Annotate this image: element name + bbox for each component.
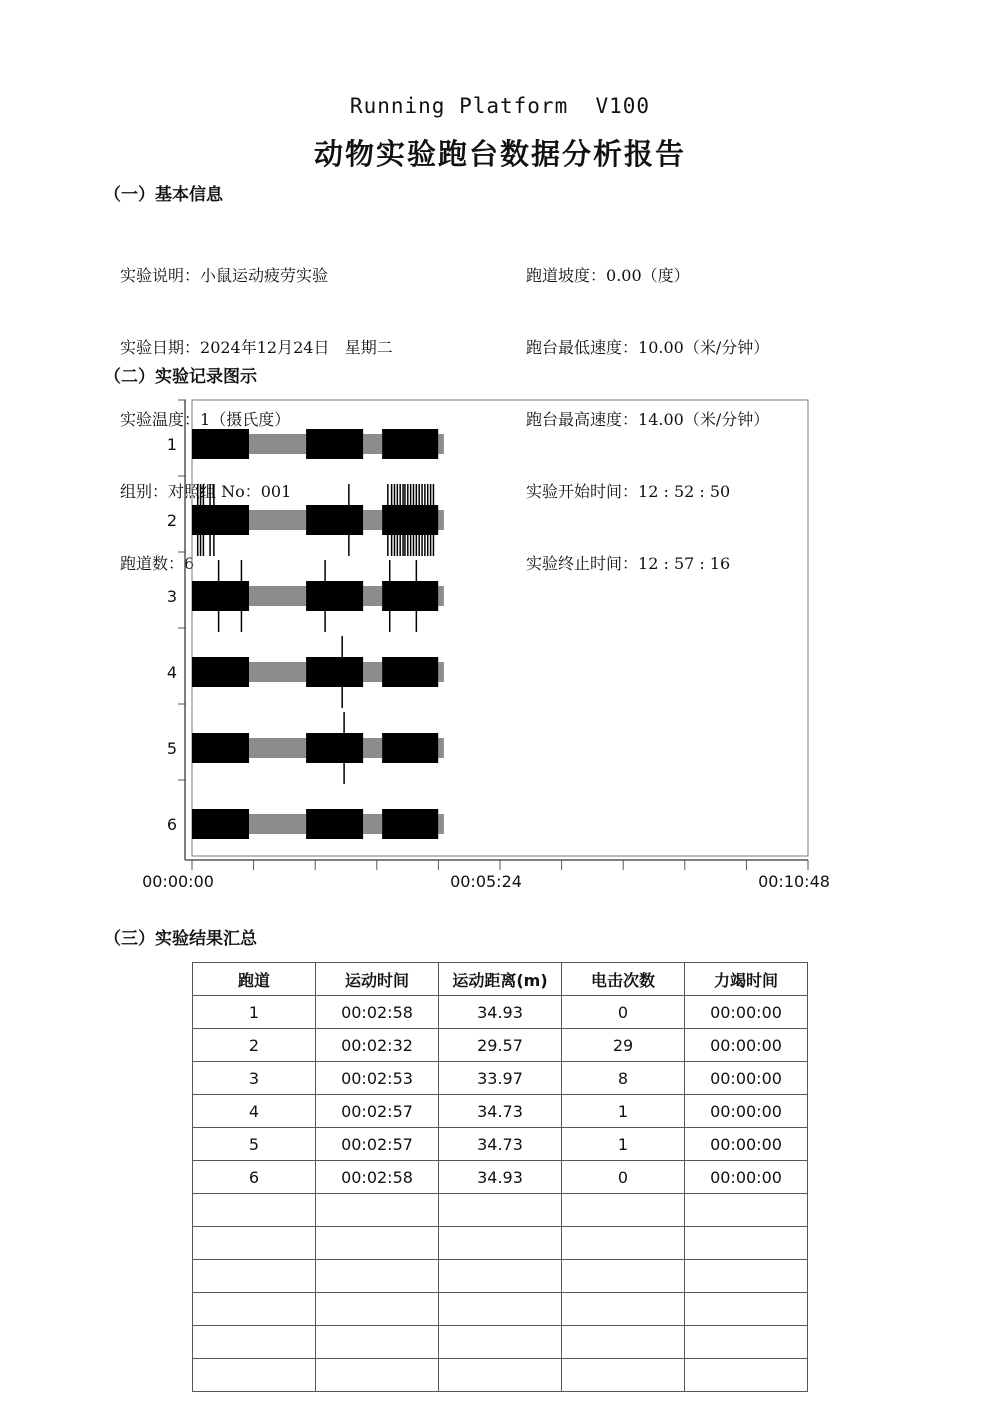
info-value: 小鼠运动疲劳实验 — [200, 266, 329, 285]
rest-segment — [249, 434, 306, 454]
info-value: 6 — [184, 554, 195, 573]
info-label: 跑道坡度： — [526, 266, 607, 285]
running-segment — [306, 581, 363, 611]
table-cell: 00:02:58 — [316, 996, 439, 1029]
results-header-row — [193, 963, 808, 996]
lane-label: 1 — [166, 435, 178, 454]
info-value: 对照组 No：001 — [168, 482, 292, 501]
info-value: 0.00（度） — [606, 266, 690, 285]
table-row — [193, 1128, 808, 1161]
table-cell — [193, 1359, 316, 1392]
table-cell — [193, 1326, 316, 1359]
table-cell: 29 — [562, 1029, 685, 1062]
table-cell — [316, 1194, 439, 1227]
table-cell: 5 — [193, 1128, 316, 1161]
table-cell: 34.73 — [439, 1128, 562, 1161]
lane-label: 6 — [166, 815, 178, 834]
table-cell: 0 — [562, 1161, 685, 1194]
table-row — [193, 1326, 808, 1359]
table-cell: 00:00:00 — [685, 1062, 808, 1095]
section-basic-info-heading: （一）基本信息 — [104, 185, 223, 205]
table-cell — [316, 1293, 439, 1326]
rest-segment — [249, 814, 306, 834]
rest-segment — [438, 738, 444, 758]
table-cell: 0 — [562, 996, 685, 1029]
running-segment — [382, 429, 438, 459]
table-row — [193, 1095, 808, 1128]
table-cell — [562, 1293, 685, 1326]
rest-segment — [438, 434, 444, 454]
running-segment — [306, 809, 363, 839]
table-cell — [316, 1260, 439, 1293]
lane-label: 4 — [166, 663, 178, 682]
table-cell — [685, 1359, 808, 1392]
table-cell: 2 — [193, 1029, 316, 1062]
table-cell: 00:00:00 — [685, 996, 808, 1029]
rest-segment — [363, 738, 382, 758]
table-row — [193, 1029, 808, 1062]
table-cell — [439, 1260, 562, 1293]
running-segment — [306, 505, 363, 535]
table-cell — [193, 1227, 316, 1260]
info-value: 1（摄氏度） — [200, 410, 291, 429]
table-row — [193, 1062, 808, 1095]
report-title-en: Running Platform V100 — [349, 94, 651, 118]
table-cell — [193, 1260, 316, 1293]
section-chart-heading: （二）实验记录图示 — [104, 367, 257, 387]
table-cell — [562, 1194, 685, 1227]
table-row — [193, 1227, 808, 1260]
rest-segment — [249, 662, 306, 682]
x-tick-label: 00:00:00 — [142, 872, 214, 891]
report-title-cn: 动物实验跑台数据分析报告 — [313, 137, 686, 171]
lane-label: 5 — [166, 739, 178, 758]
table-cell — [316, 1326, 439, 1359]
table-row — [193, 1293, 808, 1326]
rest-segment — [363, 510, 382, 530]
table-cell — [316, 1227, 439, 1260]
table-cell — [685, 1293, 808, 1326]
table-cell: 00:02:57 — [316, 1095, 439, 1128]
running-segment — [306, 657, 363, 687]
info-label: 实验终止时间： — [526, 554, 639, 573]
info-label: 实验开始时间： — [526, 482, 639, 501]
table-cell — [685, 1326, 808, 1359]
table-cell: 1 — [562, 1095, 685, 1128]
x-tick-label: 00:10:48 — [758, 872, 830, 891]
running-segment — [382, 657, 438, 687]
results-table — [192, 962, 808, 1392]
table-row — [193, 1194, 808, 1227]
rest-segment — [363, 434, 382, 454]
table-cell: 3 — [193, 1062, 316, 1095]
info-value: 10.00（米/分钟） — [638, 338, 770, 357]
table-cell: 00:02:53 — [316, 1062, 439, 1095]
info-label: 实验温度： — [120, 410, 201, 429]
table-cell: 33.97 — [439, 1062, 562, 1095]
table-cell — [193, 1194, 316, 1227]
info-value: 2024年12月24日 星期二 — [200, 338, 393, 357]
table-cell — [562, 1260, 685, 1293]
running-segment — [192, 809, 249, 839]
info-value: 12 : 57 : 16 — [638, 554, 731, 573]
header-run-time: 运动时间 — [316, 963, 439, 996]
section-results-heading: （三）实验结果汇总 — [104, 929, 257, 949]
table-cell: 00:00:00 — [685, 1161, 808, 1194]
table-row — [193, 1161, 808, 1194]
table-cell — [685, 1194, 808, 1227]
info-value: 12 : 52 : 50 — [638, 482, 731, 501]
table-cell: 1 — [193, 996, 316, 1029]
info-value: 14.00（米/分钟） — [638, 410, 770, 429]
info-label: 实验说明： — [120, 266, 201, 285]
running-segment — [306, 733, 363, 763]
table-cell — [439, 1326, 562, 1359]
running-segment — [382, 733, 438, 763]
table-cell: 29.57 — [439, 1029, 562, 1062]
table-cell — [562, 1227, 685, 1260]
header-exhaustion-time: 力竭时间 — [685, 963, 808, 996]
rest-segment — [249, 738, 306, 758]
rest-segment — [249, 510, 306, 530]
rest-segment — [438, 510, 444, 530]
running-segment — [192, 429, 249, 459]
rest-segment — [363, 814, 382, 834]
table-cell: 6 — [193, 1161, 316, 1194]
table-cell — [685, 1260, 808, 1293]
table-cell — [439, 1293, 562, 1326]
table-cell: 1 — [562, 1128, 685, 1161]
rest-segment — [363, 586, 382, 606]
header-shock-count: 电击次数 — [562, 963, 685, 996]
table-cell — [439, 1194, 562, 1227]
rest-segment — [438, 586, 444, 606]
table-cell: 00:00:00 — [685, 1095, 808, 1128]
table-cell — [439, 1227, 562, 1260]
table-cell: 34.93 — [439, 996, 562, 1029]
running-segment — [192, 581, 249, 611]
info-label: 跑道数： — [120, 554, 185, 573]
table-cell: 00:00:00 — [685, 1128, 808, 1161]
running-segment — [382, 581, 438, 611]
results-body — [193, 996, 808, 1392]
table-cell: 00:02:57 — [316, 1128, 439, 1161]
running-segment — [192, 733, 249, 763]
info-label: 跑台最高速度： — [526, 410, 639, 429]
table-row — [193, 1260, 808, 1293]
lane-label: 2 — [166, 511, 178, 530]
table-cell: 00:02:58 — [316, 1161, 439, 1194]
table-cell: 34.73 — [439, 1095, 562, 1128]
rest-segment — [249, 586, 306, 606]
table-cell: 8 — [562, 1062, 685, 1095]
x-tick-label: 00:05:24 — [450, 872, 522, 891]
plot-frame — [192, 400, 808, 856]
lane-label: 3 — [166, 587, 178, 606]
table-cell — [193, 1293, 316, 1326]
table-row — [193, 996, 808, 1029]
table-cell — [439, 1359, 562, 1392]
table-cell: 00:00:00 — [685, 1029, 808, 1062]
rest-segment — [438, 814, 444, 834]
info-label: 组别： — [120, 482, 169, 501]
table-cell — [562, 1326, 685, 1359]
info-label: 跑台最低速度： — [526, 338, 639, 357]
table-cell — [316, 1359, 439, 1392]
rest-segment — [363, 662, 382, 682]
running-segment — [306, 429, 363, 459]
running-segment — [382, 809, 438, 839]
table-cell — [685, 1227, 808, 1260]
header-lane: 跑道 — [193, 963, 316, 996]
header-distance: 运动距离(m) — [439, 963, 562, 996]
table-cell — [562, 1359, 685, 1392]
table-cell: 00:02:32 — [316, 1029, 439, 1062]
table-row — [193, 1359, 808, 1392]
rest-segment — [438, 662, 444, 682]
running-segment — [192, 657, 249, 687]
info-label: 实验日期： — [120, 338, 201, 357]
table-cell: 4 — [193, 1095, 316, 1128]
table-cell: 34.93 — [439, 1161, 562, 1194]
